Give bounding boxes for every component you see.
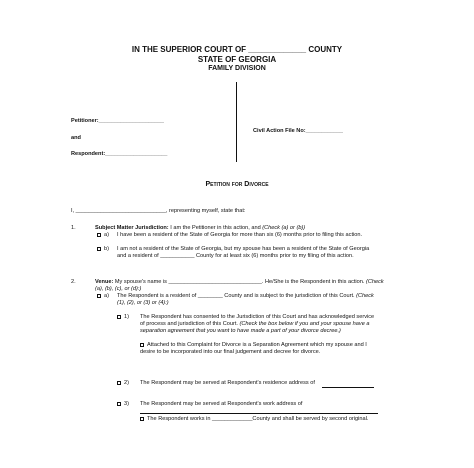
- section2-a-marker: a): [97, 293, 109, 300]
- section1-text: I am the Petitioner in this action, and: [168, 225, 263, 231]
- division-heading: FAMILY DIVISION: [208, 65, 266, 72]
- option1-checkbox[interactable]: [117, 315, 121, 319]
- document-title: Petition for Divorce: [205, 181, 269, 188]
- intro-prefix: I,: [71, 208, 76, 214]
- respondent-field[interactable]: Respondent:____________________: [71, 151, 168, 157]
- section1-heading: Subject Matter Jurisdiction:: [95, 225, 169, 231]
- state-heading: STATE OF GEORGIA: [197, 55, 277, 64]
- option3-marker: 3): [117, 401, 129, 408]
- option1-marker: 1): [117, 314, 129, 321]
- section2-a-line: [117, 293, 377, 307]
- section1-b-marker: b): [97, 246, 109, 253]
- and-label: and: [71, 135, 81, 141]
- section1-number: 1.: [71, 225, 76, 231]
- option2-checkbox[interactable]: [117, 381, 121, 385]
- section1-b-text: I am not a resident of the State of Georgia, but my spouse has been a resident of the State of Georgia and a resident of ___________ County for at least six (6) months prior to my filing of this action.: [117, 246, 370, 259]
- section2-a-instruction: (Check (1), (2), or (3) or (4):): [117, 293, 374, 306]
- intro-rest: , representing myself, state that:: [165, 208, 246, 214]
- section1-a-checkbox[interactable]: [97, 233, 101, 237]
- section2-a-text: The Respondent is a resident of ________ County and is subject to the jurisdiction of this Court.: [117, 293, 355, 299]
- court-heading: IN THE SUPERIOR COURT OF _____________ COUNTY: [131, 45, 343, 54]
- section2-heading: Venue:: [95, 279, 114, 285]
- section2-a-checkbox[interactable]: [97, 294, 101, 298]
- section2-number: 2.: [71, 279, 76, 285]
- option1-text-block: [140, 314, 378, 335]
- option3-checkbox[interactable]: [117, 402, 121, 406]
- name-blank[interactable]: _____________________________: [75, 208, 166, 214]
- section1-b-checkbox[interactable]: [97, 247, 101, 251]
- work-address-field[interactable]: [140, 413, 378, 414]
- option2-text: The Respondent may be served at Respondent's residence address of: [140, 380, 315, 386]
- section2-instruction: (Check (a), (b), (c), or (d):): [95, 279, 384, 292]
- residence-address-field[interactable]: [322, 387, 374, 388]
- intro-line: [71, 208, 245, 215]
- section2-text: My spouse's name is ______________________________. He/She is the Respondent in this action.: [113, 279, 367, 285]
- section2-line: [95, 279, 385, 293]
- section1-a-marker: a): [97, 232, 109, 239]
- section1-a-text: I have been a resident of the State of Georgia for more than six (6) months prior to filing this action.: [117, 232, 363, 238]
- option1-sub-text: Attached to this Complaint for Divorce is a Separation Agreement which my spouse and I desire to be incorporated into our final judgement and decree for divorce.: [140, 342, 367, 355]
- option1-instruction: (Check the box below if you and your spouse have a separation agreement that you want to have made a part of your divorce decree.): [140, 321, 370, 334]
- petitioner-field[interactable]: Petitioner:_____________________: [71, 118, 164, 124]
- option1-text: The Respondent has consented to the Jurisdiction of this Court and has acknowledged service of process and jurisdiction of this Court.: [140, 314, 375, 327]
- option2-marker: 2): [117, 380, 129, 387]
- option3-text: The Respondent may be served at Respondent's work address of: [140, 401, 303, 407]
- caption-divider: [236, 82, 237, 162]
- section1-line: [95, 225, 305, 232]
- option3-sub-text: The Respondent works in _____________County and shall be served by second original.: [147, 416, 369, 422]
- civil-action-field[interactable]: Civil Action File No:____________: [253, 128, 343, 134]
- section1-instruction: (Check (a) or (b)): [262, 225, 306, 231]
- works-in-county-checkbox[interactable]: [140, 417, 144, 421]
- option3-sub: [140, 416, 375, 423]
- separation-agreement-checkbox[interactable]: [140, 343, 144, 347]
- option1-sub: [140, 342, 378, 356]
